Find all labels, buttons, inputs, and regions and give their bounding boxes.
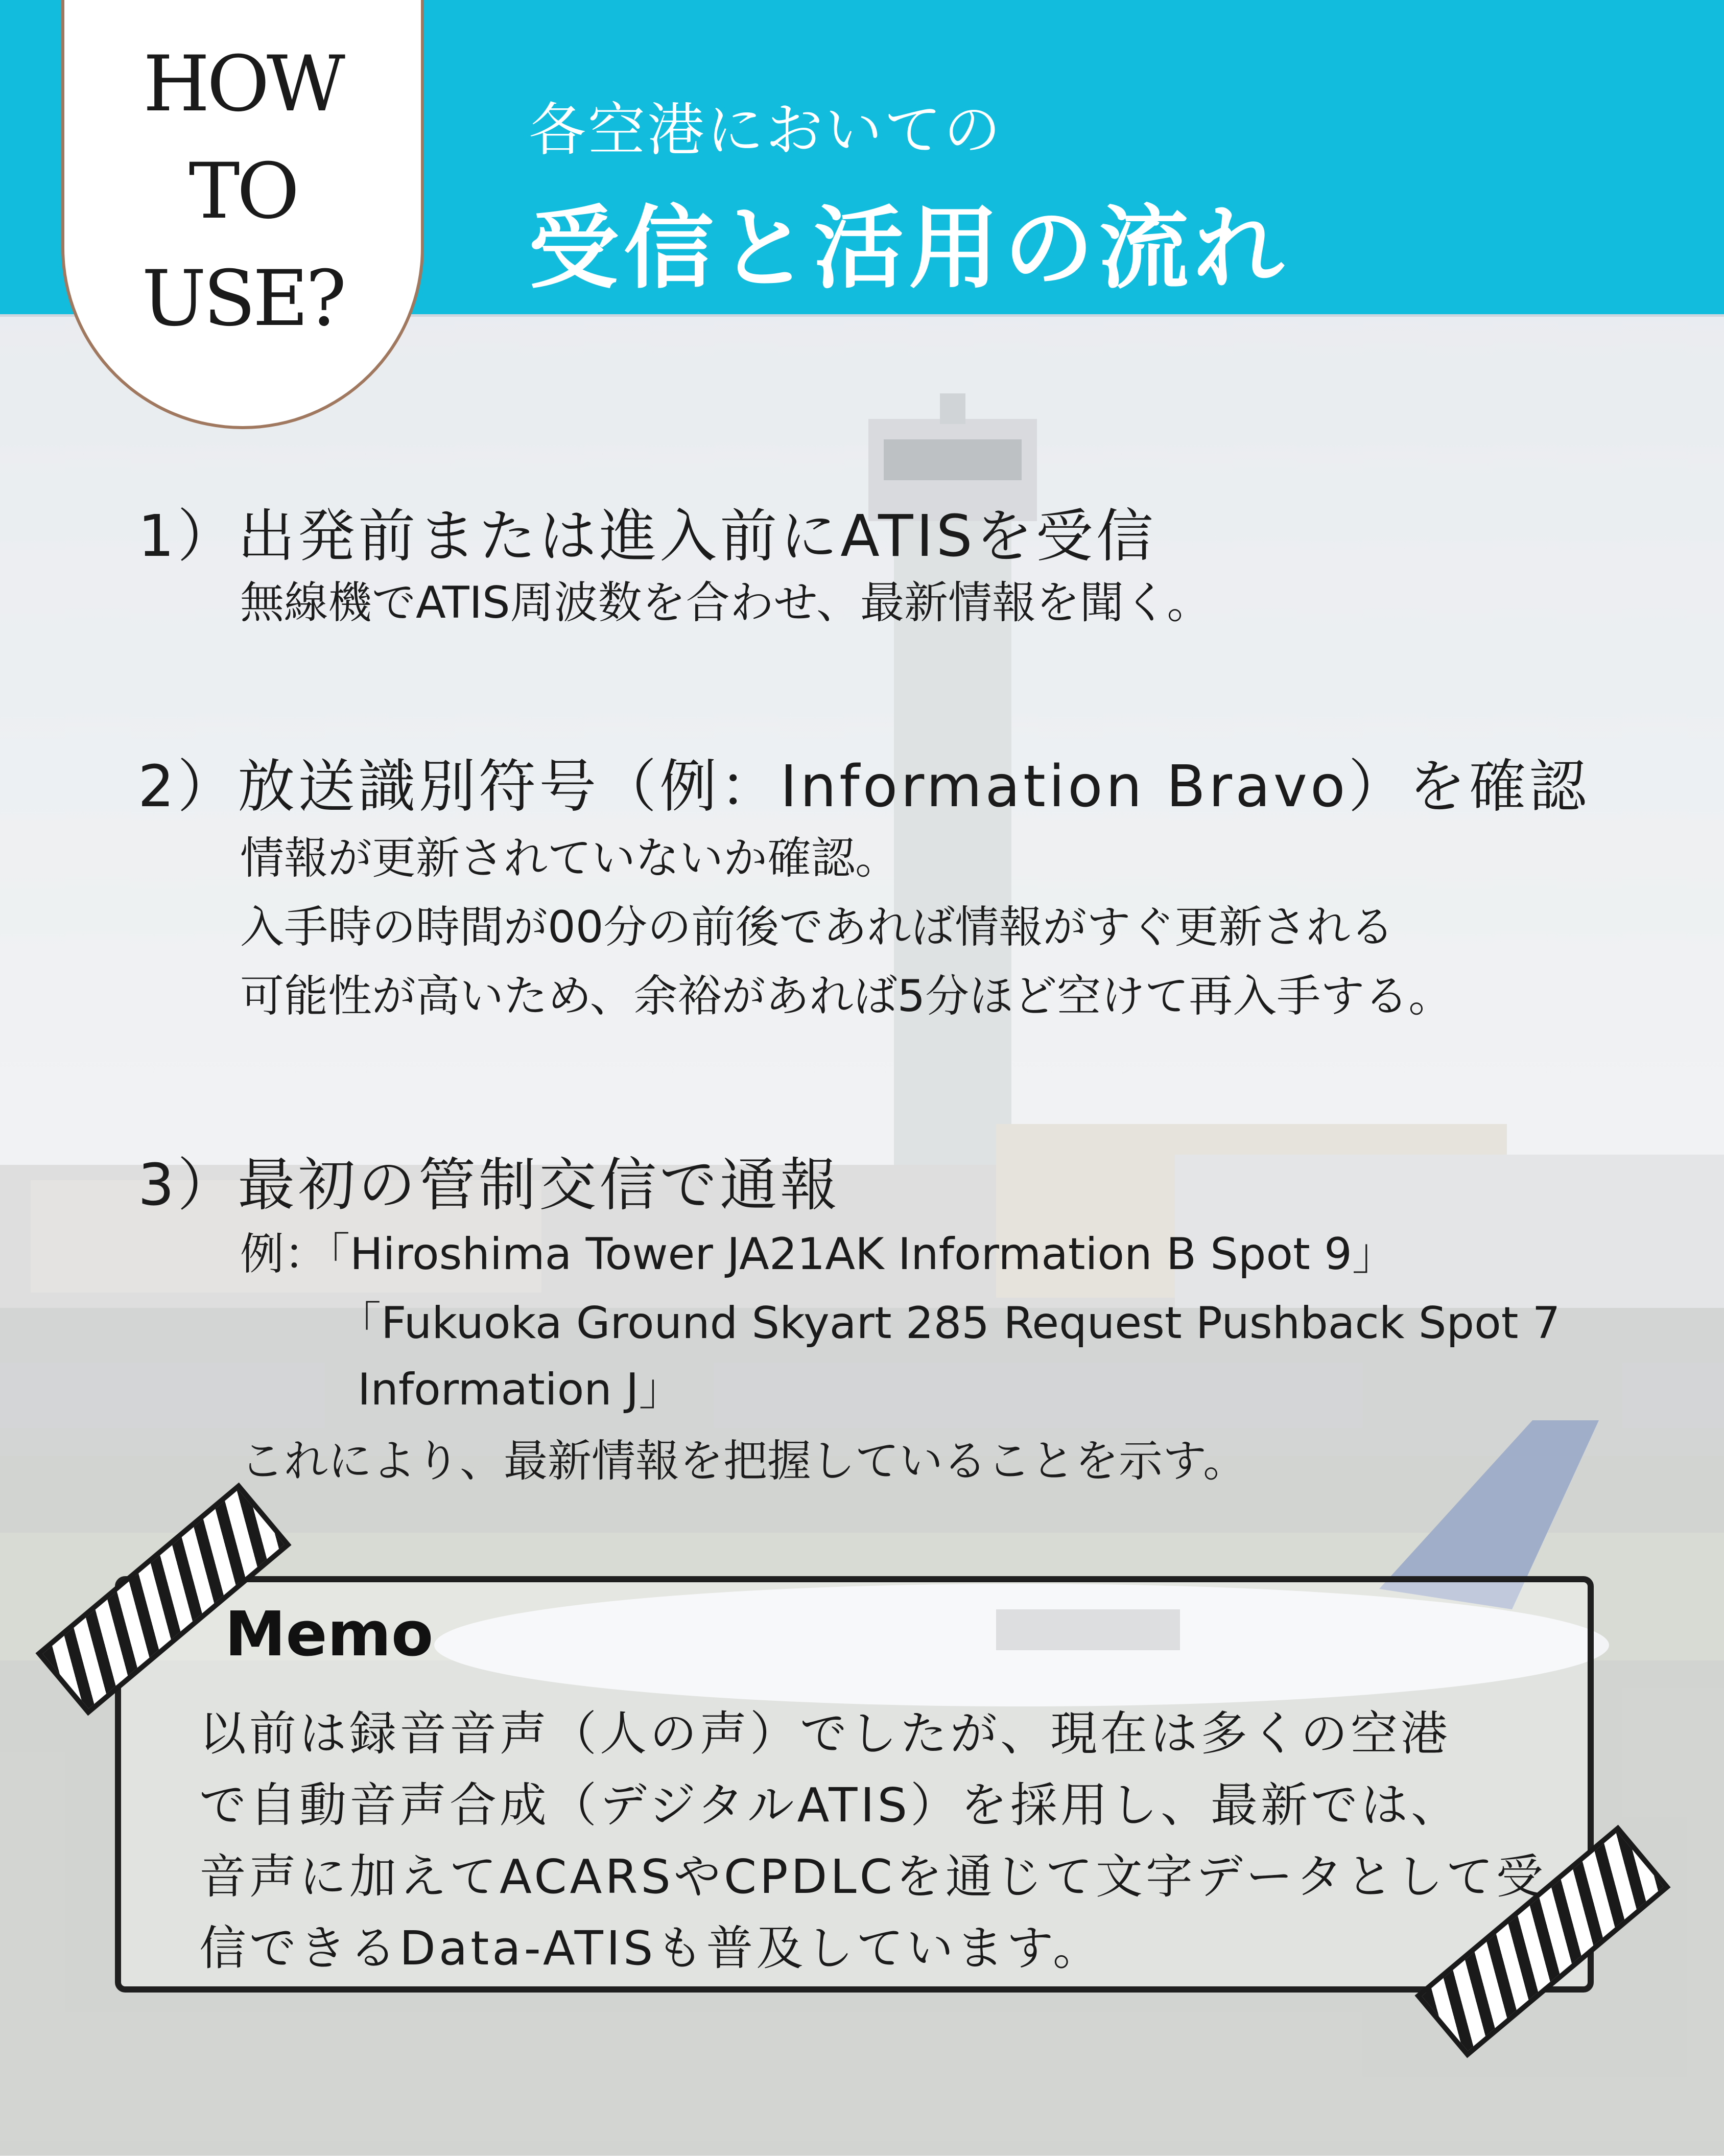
step-2-line: 入手時の時間が00分の前後であれば情報がすぐ更新される bbox=[240, 902, 1395, 953]
header-subtitle: 各空港においての bbox=[529, 97, 1003, 163]
memo-title: Memo bbox=[225, 1599, 434, 1670]
memo-line: 以前は録音音声（人の声）でしたが、現在は多くの空港 bbox=[199, 1706, 1451, 1761]
badge-line-3: USE? bbox=[141, 254, 344, 343]
step-2-line: 情報が更新されていないか確認。 bbox=[240, 833, 899, 884]
badge-line-1: HOW bbox=[143, 40, 342, 129]
badge-line-2: TO bbox=[188, 147, 297, 236]
step-3-line: 「Fukuoka Ground Skyart 285 Request Pushback Spot 7 bbox=[337, 1298, 1561, 1349]
step-3-heading: 3）最初の管制交信で通報 bbox=[138, 1152, 841, 1218]
step-3-line: Information J」 bbox=[358, 1364, 683, 1415]
step-2-heading: 2）放送識別符号（例：Information Bravo）を確認 bbox=[138, 754, 1590, 820]
step-3-line: これにより、最新情報を把握していることを示す。 bbox=[240, 1436, 1247, 1487]
memo-line: 信できるData-ATISも普及しています。 bbox=[199, 1921, 1103, 1976]
step-1-heading: 1）出発前または進入前にATISを受信 bbox=[138, 503, 1156, 570]
step-1-line: 無線機でATIS周波数を合わせ、最新情報を聞く。 bbox=[240, 577, 1211, 628]
header-title: 受信と活用の流れ bbox=[529, 196, 1289, 301]
memo-line: で自動音声合成（デジタルATIS）を採用し、最新では、 bbox=[199, 1778, 1461, 1833]
memo-line: 音声に加えてACARSやCPDLCを通じて文字データとして受 bbox=[199, 1849, 1546, 1904]
step-2-line: 可能性が高いため、余裕があれば5分ほど空けて再入手する。 bbox=[240, 971, 1453, 1022]
how-to-use-badge bbox=[61, 0, 424, 429]
step-3-line: 例：「Hiroshima Tower JA21AK Information B Spot 9」 bbox=[240, 1229, 1396, 1280]
